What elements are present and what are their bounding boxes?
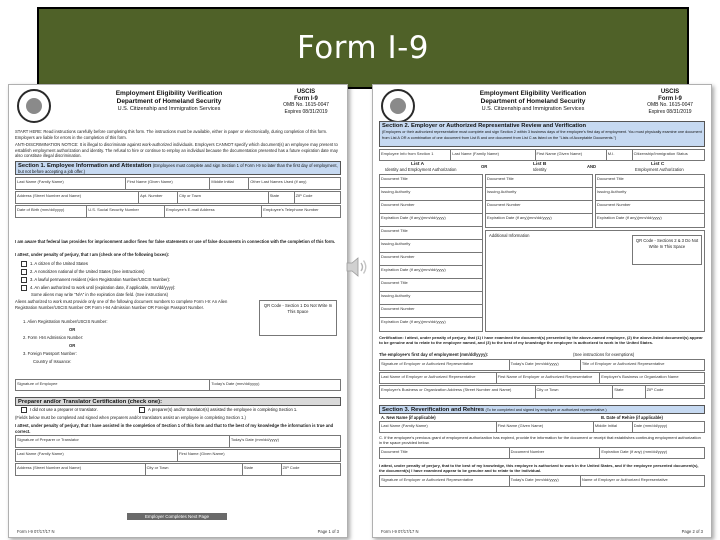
- s3-sig-row: [379, 475, 705, 487]
- s3-today-date-field[interactable]: Today's Date (mm/dd/yyyy): [510, 476, 581, 486]
- title-bar: [37, 7, 689, 89]
- first-name-field[interactable]: First Name (Given Name): [126, 178, 210, 189]
- middle-initial-field[interactable]: Middle Initial: [210, 178, 249, 189]
- start-here-text: START HERE: Read instructions carefully before completing this form. The instructions must be available, either in paper or electronically, during completion of this form. Employers are liable for errors in the completion of this form.: [15, 129, 328, 140]
- emp-info-label: Employee Info from Section 1: [380, 150, 451, 160]
- page2-form-id: USCIS: [660, 89, 680, 95]
- page2-form-name: Employment Eligibility Verification: [479, 90, 587, 97]
- qr-label-1: QR Code - Section 1 Do Not Write In This Space: [263, 303, 333, 314]
- s1-address-row: [15, 191, 341, 204]
- s3-name-row: [379, 421, 705, 433]
- list-a-issuing[interactable]: Issuing Authority: [380, 188, 482, 201]
- preparer-option-assisted[interactable]: A preparer(s) and/or translator(s) assisted the employee in completing Section 1.: [139, 407, 297, 413]
- list-a-issuing-2[interactable]: Issuing Authority: [380, 240, 482, 253]
- list-c-issuing[interactable]: Issuing Authority: [596, 188, 704, 201]
- s3-a-label: A. New Name (if applicable): [381, 415, 436, 420]
- s2-first-name-field[interactable]: First Name (Given Name): [536, 150, 607, 160]
- option-permanent-resident[interactable]: 3. A lawful permanent resident (Alien Registration Number/USCIS Number):: [21, 277, 170, 283]
- form-page-2: [372, 84, 712, 538]
- qr-box-section1: [259, 300, 337, 336]
- employer-city-field[interactable]: City or Town: [536, 386, 614, 398]
- attest-text: I attest, under penalty of perjury, that I am (check one of the following boxes):: [15, 252, 170, 257]
- list-c-expiration[interactable]: Expiration Date (if any)(mm/dd/yyyy): [597, 215, 662, 220]
- list-a-doc-number-3[interactable]: Document Number: [380, 305, 482, 318]
- page2-dept: Department of Homeland Security: [480, 98, 586, 105]
- s1-dob-row: [15, 205, 341, 218]
- list-c-doc-title[interactable]: Document Title: [596, 175, 704, 188]
- list-c-doc-number[interactable]: Document Number: [596, 201, 704, 214]
- country-field[interactable]: Country of Issuance:: [33, 359, 72, 364]
- page1-header-center: [69, 90, 269, 113]
- employer-state-field[interactable]: State: [613, 386, 645, 398]
- employer-last-name-field[interactable]: Last Name of Employer or Authorized Representative: [380, 373, 497, 383]
- section1-title: Section 1. Employee Information and Attestation: [18, 163, 152, 169]
- s3-c-text: C. If the employee's previous grant of employment authorization has expired, provide the information for the document or receipt that establishes continuing employment authorization in the space provided below.: [379, 435, 701, 445]
- page1-form-id: USCIS: [296, 89, 316, 95]
- s1-name-row: [15, 177, 341, 190]
- list-a-expiration-3[interactable]: Expiration Date (if any)(mm/dd/yyyy): [381, 319, 446, 324]
- alien-reg-field[interactable]: 1. Alien Registration Number/USCIS Number:: [23, 319, 108, 324]
- preparer-address-field[interactable]: Address (Street Number and Name): [16, 464, 146, 475]
- page1-footer-left: Form I-9 07/17/17 N: [17, 529, 55, 534]
- list-a-doc-title-3[interactable]: Document Title: [380, 279, 482, 292]
- next-page-banner: Employer Completes Next Page: [127, 513, 227, 520]
- preparer-city-field[interactable]: City or Town: [146, 464, 243, 475]
- list-c-column: [595, 174, 705, 228]
- preparer-header: [15, 397, 341, 406]
- page1-form-name: Employment Eligibility Verification: [115, 90, 223, 97]
- s3-date-field[interactable]: Date (mm/dd/yyyy): [633, 423, 668, 428]
- section2-note: (Employers or their authorized representative must complete and sign Section 2 within 3 business days of the employee's first day of employment. You must physically examine one document from List A OR a combination of one document from List B and one document from List C as listed on the "Lists of Acceptable Documents."): [382, 130, 702, 140]
- section1-note: (Employees must complete and sign Section 1 of Form I-9 no later than the first day of employment, but not before accepting a job offer.): [18, 163, 338, 174]
- preparer-signature-field[interactable]: Signature of Preparer or Translator: [16, 436, 230, 447]
- s2-status-field[interactable]: Citizenship/Immigration Status: [633, 151, 688, 156]
- page1-header-right: [275, 89, 337, 115]
- phone-field[interactable]: Employee's Telephone Number: [263, 207, 319, 212]
- prep-name-row: [15, 449, 341, 462]
- employer-signature-field[interactable]: Signature of Employer or Authorized Representative: [380, 360, 510, 370]
- page2-header-right: [639, 89, 701, 115]
- qr-box-section2: [632, 235, 702, 265]
- page2-omb: OMB No. 1615-0047: [647, 102, 693, 108]
- state-field[interactable]: State: [269, 192, 295, 203]
- page1-footer-right: Page 1 of 3: [317, 529, 339, 534]
- list-a-sub: Identity and Employment Authorization: [385, 167, 457, 172]
- zip-field[interactable]: ZIP Code: [295, 193, 313, 198]
- s3-signature-field[interactable]: Signature of Employer or Authorized Representative: [380, 476, 510, 486]
- employee-signature-field[interactable]: Signature of Employee: [16, 380, 210, 390]
- address-field[interactable]: Address (Street Number and Name): [16, 192, 139, 203]
- list-a-doc-number[interactable]: Document Number: [380, 201, 482, 214]
- preparer-option-none[interactable]: I did not use a preparer or translator.: [21, 407, 98, 413]
- employer-first-name-field[interactable]: First Name of Employer or Authorized Representative: [497, 373, 601, 383]
- perjury-text: I am aware that federal law provides for imprisonment and/or fines for false statements or use of false documents in connection with the completion of this form.: [15, 239, 336, 244]
- form-page-1: [8, 84, 348, 538]
- prep-address-row: [15, 463, 341, 476]
- s3-b-label: B. Date of Rehire (if applicable): [601, 415, 663, 420]
- employer-address-field[interactable]: Employer's Business or Organization Address (Street Number and Name): [380, 386, 536, 398]
- prep-sig-row: [15, 435, 341, 448]
- employer-business-field[interactable]: Employer's Business or Organization Name: [601, 374, 679, 379]
- list-a-expiration-2[interactable]: Expiration Date (if any)(mm/dd/yyyy): [380, 266, 482, 279]
- list-a-expiration[interactable]: Expiration Date (if any)(mm/dd/yyyy): [380, 214, 482, 227]
- list-b-doc-number[interactable]: Document Number: [486, 201, 592, 214]
- ssn-field[interactable]: U.S. Social Security Number: [87, 206, 165, 217]
- s2-mi-field[interactable]: M.I.: [607, 150, 633, 160]
- emp-address-row: [379, 385, 705, 399]
- emp-info-row: [379, 149, 705, 161]
- list-b-expiration[interactable]: Expiration Date (if any)(mm/dd/yyyy): [487, 215, 552, 220]
- page1-dept: Department of Homeland Security: [116, 98, 222, 105]
- section2-header: [379, 121, 705, 147]
- dob-field[interactable]: Date of Birth (mm/dd/yyyy): [16, 206, 87, 217]
- s1-signature-row: [15, 379, 341, 391]
- preparer-state-field[interactable]: State: [243, 464, 282, 475]
- list-a-label: List A: [411, 162, 425, 167]
- s2-last-name-field[interactable]: Last Name (Family Name): [451, 150, 535, 160]
- option-noncitizen-national[interactable]: 2. A noncitizen national of the United States (See instructions): [21, 269, 145, 275]
- preparer-last-name-field[interactable]: Last Name (Family Name): [16, 450, 178, 461]
- list-b-sub: Identity: [533, 167, 547, 172]
- list-b-column: [485, 174, 593, 228]
- page1-form-no: Form I-9: [294, 95, 318, 102]
- additional-info-label: Additional Information: [489, 233, 530, 238]
- dhs-seal-icon: [381, 89, 415, 123]
- s3-doc-number-field[interactable]: Document Number: [510, 448, 601, 458]
- employee-date-field[interactable]: Today's Date (mm/dd/yyyy): [211, 381, 260, 386]
- certification-text: Certification: I attest, under penalty of perjury, that (1) I have examined the document(s) presented by the above-named employee, (2) the above-listed document(s) appear to be genuine and to relate to the employee named, and (3) to the best of my knowledge the employee is authorized to work in the United States.: [379, 335, 703, 345]
- list-a-doc-title-2[interactable]: Document Title: [380, 227, 482, 240]
- preparer-title: Preparer and/or Translator Certification (check one):: [18, 399, 162, 405]
- i94-field[interactable]: 2. Form I-94 Admission Number:: [23, 335, 84, 340]
- or-label-lists: OR: [481, 164, 488, 169]
- slide-title: Form I-9: [297, 30, 429, 66]
- section3-note: (To be completed and signed by employer or authorized representative.): [485, 408, 607, 412]
- apt-field[interactable]: Apt. Number: [139, 192, 178, 203]
- page2-footer-left: Form I-9 07/17/17 N: [381, 529, 419, 534]
- speaker-icon[interactable]: [344, 254, 370, 280]
- emp-sig-row: [379, 359, 705, 371]
- employer-date-field[interactable]: Today's Date (mm/dd/yyyy): [510, 360, 581, 370]
- passport-field[interactable]: 3. Foreign Passport Number:: [23, 351, 77, 356]
- city-field[interactable]: City or Town: [178, 192, 269, 203]
- list-a-doc-title[interactable]: Document Title: [380, 175, 482, 188]
- list-a-issuing-3[interactable]: Issuing Authority: [380, 292, 482, 305]
- list-a-doc-number-2[interactable]: Document Number: [380, 253, 482, 266]
- or-label-1: OR: [69, 327, 76, 332]
- emp-name-row: [379, 372, 705, 384]
- page2-expires: Expires 08/31/2019: [648, 108, 692, 115]
- preparer-date-field[interactable]: Today's Date (mm/dd/yyyy): [230, 437, 279, 442]
- page1-header: [9, 85, 347, 129]
- section1-header: [15, 161, 341, 175]
- anti-discrimination-text: ANTI-DISCRIMINATION NOTICE: It is illegal to discriminate against work-authorized individuals. Employers CANNOT specify which document(s) an employee may present to establish employment authorization and identity. The refusal to hire or continue to employ an individual because the documentation presented has a future expiration date may also constitute illegal discrimination.: [15, 142, 338, 158]
- page1-omb: OMB No. 1615-0047: [283, 102, 329, 108]
- s3-first-name-field[interactable]: First Name (Given Name): [497, 422, 594, 432]
- preparer-note: (Fields below must be completed and signed when preparers and/or translators assist an employee in completing Section 1.): [15, 415, 246, 420]
- page2-footer-right: Page 2 of 3: [681, 529, 703, 534]
- list-b-label: List B: [533, 162, 547, 167]
- email-field[interactable]: Employee's E-mail Address: [165, 206, 262, 217]
- page2-form-no: Form I-9: [658, 95, 682, 102]
- qr-label-2: QR Code - Sections 2 & 3 Do Not Write In This Space: [635, 238, 699, 249]
- other-names-field[interactable]: Other Last Names Used (if any): [250, 179, 307, 184]
- alien-note: Aliens authorized to work must provide only one of the following document numbers to complete Form I-9: An Alien Registration Number/USCIS Number OR Form I-94 Admission Number OR Foreign Passport Number.: [15, 299, 228, 310]
- preparer-attest: I attest, under penalty of perjury, that I have assisted in the completion of Section 1 of this form and that to the best of my knowledge the information is true and correct.: [15, 423, 334, 434]
- preparer-first-name-field[interactable]: First Name (Given Name): [179, 451, 225, 456]
- see-instructions-label: (See instructions for exemptions): [573, 352, 635, 357]
- section3-title: Section 3. Reverification and Rehires: [382, 407, 485, 413]
- dhs-seal-icon: [17, 89, 51, 123]
- s3-doc-row: [379, 447, 705, 459]
- page1-agency: U.S. Citizenship and Immigration Services: [117, 106, 221, 112]
- preparer-zip-field[interactable]: ZIP Code: [282, 465, 300, 470]
- additional-info-box[interactable]: [485, 230, 705, 332]
- option-alien-authorized[interactable]: 4. An alien authorized to work until (expiration date, if applicable, mm/dd/yyyy):: [21, 285, 175, 291]
- employer-zip-field[interactable]: ZIP Code: [646, 387, 664, 392]
- employer-title-field[interactable]: Title of Employer or Authorized Representative: [581, 361, 665, 366]
- first-day-label[interactable]: The employee's first day of employment (mm/dd/yyyy):: [379, 352, 489, 357]
- option-citizen[interactable]: 1. A citizen of the United States: [21, 261, 88, 267]
- s3-last-name-field[interactable]: Last Name (Family Name): [380, 422, 497, 432]
- list-c-label: List C: [651, 162, 665, 167]
- list-b-issuing[interactable]: Issuing Authority: [486, 188, 592, 201]
- page2-agency: U.S. Citizenship and Immigration Services: [481, 106, 585, 112]
- s3-employer-name-field[interactable]: Name of Employer or Authorized Representative: [581, 477, 668, 482]
- or-label-2: OR: [69, 343, 76, 348]
- list-c-sub: Employment Authorization: [635, 167, 684, 172]
- s3-expiration-field[interactable]: Expiration Date (if any) (mm/dd/yyyy): [601, 449, 668, 454]
- s3-mi-field[interactable]: Middle Initial: [594, 422, 633, 432]
- section3-header: [379, 405, 705, 414]
- section2-title: Section 2. Employer or Authorized Representative Review and Verification: [382, 123, 587, 129]
- s3-attest-text: I attest, under penalty of perjury, that to the best of my knowledge, this employee is authorized to work in the United States, and if the employee presented document(s), the document(s) I have examined appear to be genuine and to relate to the individual.: [379, 463, 699, 473]
- list-a-column: [379, 174, 483, 332]
- last-name-field[interactable]: Last Name (Family Name): [16, 178, 126, 189]
- s3-doc-title-field[interactable]: Document Title: [380, 448, 510, 458]
- list-b-doc-title[interactable]: Document Title: [486, 175, 592, 188]
- page2-header-center: [433, 90, 633, 113]
- na-note: Some aliens may write "N/A" in the expiration date field. (See instructions): [31, 292, 169, 297]
- page1-expires: Expires 08/31/2019: [284, 108, 328, 115]
- and-label-lists: AND: [587, 164, 597, 169]
